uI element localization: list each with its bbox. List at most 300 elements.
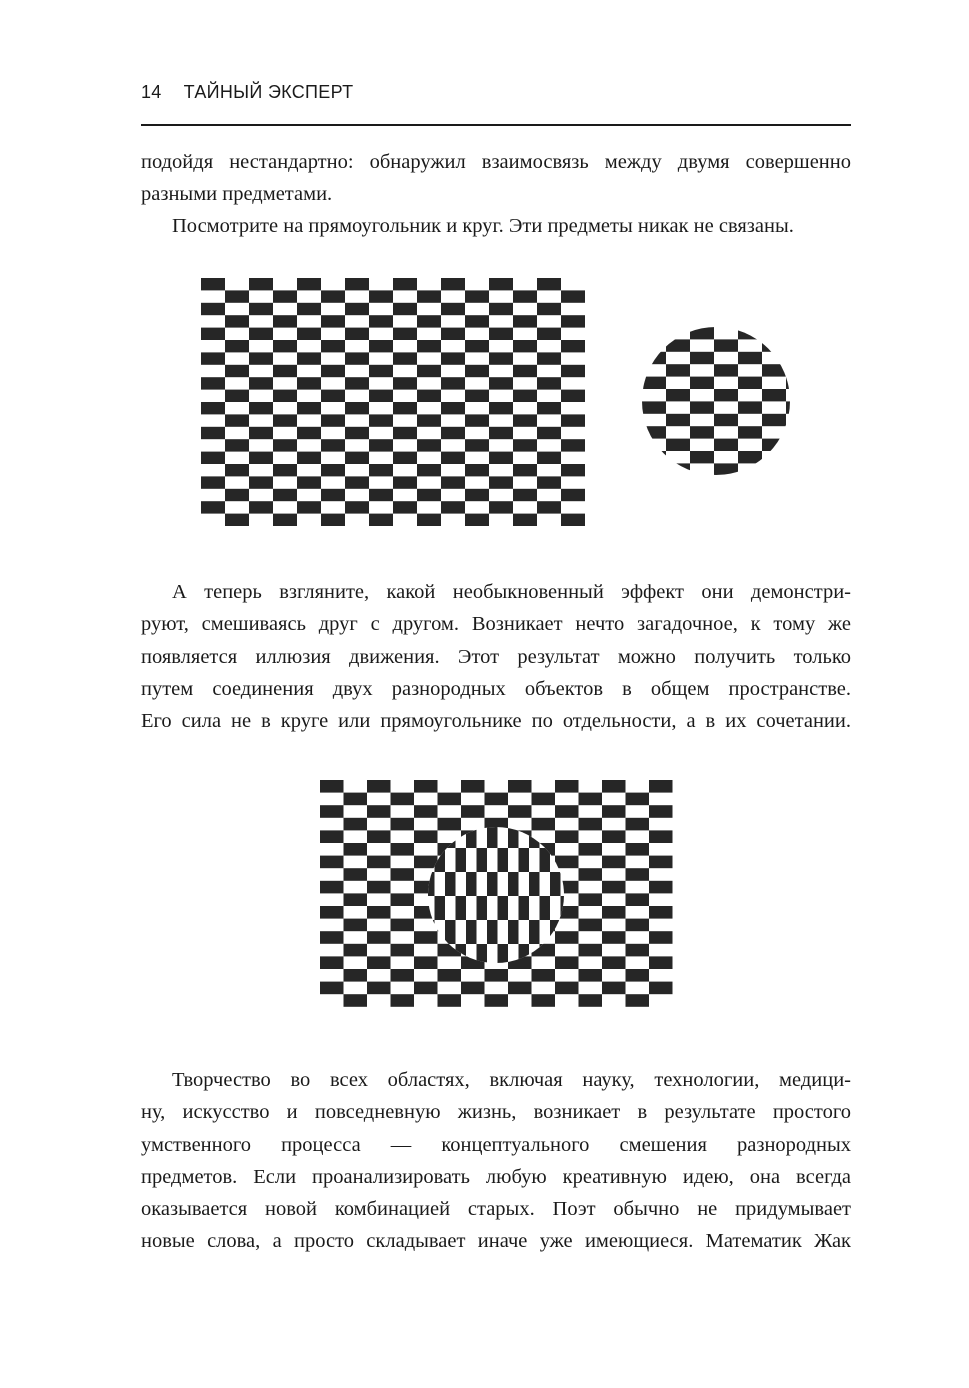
circle-shape [635,320,795,488]
pattern-tile [391,793,415,806]
pattern-tile [537,377,561,389]
pattern-tile [367,931,391,944]
pattern-tile [485,793,509,806]
pattern-tile [249,402,273,414]
pattern-tile [273,290,297,302]
pattern-tile [786,401,795,413]
pattern-tile [393,377,417,389]
text-line: Его сила не в круге или прямоугольнике по отдельности, а в их сочетании. [141,710,851,733]
pattern-tile [441,278,465,290]
pattern-tile [461,982,485,995]
pattern-tile [532,969,556,982]
pattern-tile [561,315,585,327]
pattern-tile [393,501,417,513]
pattern-tile [561,365,585,377]
pattern-tile [273,340,297,352]
pattern-tile [320,856,344,869]
pattern-tile [762,389,786,401]
pattern-tile [321,464,345,476]
pattern-tile [297,278,321,290]
pattern-tile [201,377,225,389]
pattern-tile [498,848,509,872]
text-line: новые слова, а просто складывает иначе уже имеющиеся. Математик Жак [141,1230,851,1253]
pattern-tile [414,931,438,944]
pattern-tile [393,476,417,488]
pattern-tile [393,452,417,464]
pattern-tile [487,872,498,896]
pattern-tile [714,339,738,351]
pattern-tile [649,931,673,944]
pattern-tile [690,352,714,364]
pattern-tile [417,365,441,377]
pattern-tile [529,872,540,896]
pattern-tile [508,824,519,848]
pattern-tile [579,843,603,856]
pattern-tile [321,514,345,526]
pattern-tile [461,805,485,818]
text-line: умственного процесса — концептуального смешения разнородных [141,1133,851,1156]
pattern-tile [532,994,556,1007]
pattern-tile [369,414,393,426]
pattern-tile [579,868,603,881]
pattern-tile [441,377,465,389]
pattern-tile [626,818,650,831]
pattern-tile [345,402,369,414]
pattern-tile [465,290,489,302]
pattern-tile [762,463,786,475]
pattern-tile [320,956,344,969]
pattern-tile [561,340,585,352]
pattern-tile [537,501,561,513]
text-line: ну, искусство и повседневную жизнь, возникает в результате простого [141,1101,851,1124]
pattern-tile [320,881,344,894]
pattern-tile [344,893,368,906]
pattern-tile [438,818,462,831]
pattern-tile [344,969,368,982]
pattern-tile [369,439,393,451]
pattern-tile [738,352,762,364]
pattern-tile [649,881,673,894]
pattern-tile [666,339,690,351]
pattern-tile [513,340,537,352]
pattern-tile [626,944,650,957]
pattern-tile [441,402,465,414]
pattern-tile [249,278,273,290]
pattern-tile [367,830,391,843]
pattern-tile [201,501,225,513]
pattern-tile [320,931,344,944]
pattern-tile [555,780,579,793]
pattern-tile [441,476,465,488]
pattern-tile [690,476,714,488]
pattern-tile [649,780,673,793]
pattern-tile [273,365,297,377]
pattern-tile [561,390,585,402]
pattern-tile [438,793,462,806]
pattern-tile [417,340,441,352]
pattern-tile [489,402,513,414]
text-line: Творчество во всех областях, включая науку, технологии, медици- [172,1069,851,1091]
pattern-tile [786,451,795,463]
page-number: 14 [141,82,162,102]
pattern-tile [762,439,786,451]
pattern-tile [498,944,509,968]
pattern-tile [321,390,345,402]
text-line: предметов. Если проанализировать любую креативную идею, она всегда [141,1165,851,1188]
pattern-tile [489,328,513,340]
pattern-tile [273,414,297,426]
pattern-tile [666,414,690,426]
pattern-tile [225,514,249,526]
pattern-tile [579,969,603,982]
pattern-tile [417,464,441,476]
pattern-tile [369,464,393,476]
pattern-tile [487,824,498,848]
pattern-tile [519,848,530,872]
pattern-tile [321,439,345,451]
pattern-tile [393,352,417,364]
pattern-tile [391,843,415,856]
pattern-tile [738,327,762,339]
pattern-tile [465,489,489,501]
pattern-tile [714,463,738,475]
pattern-tile [391,944,415,957]
pattern-tile [555,956,579,969]
pattern-tile [786,352,795,364]
pattern-tile [297,476,321,488]
pattern-tile [489,303,513,315]
pattern-tile [441,303,465,315]
pattern-tile [456,848,467,872]
pattern-tile [489,427,513,439]
pattern-tile [602,906,626,919]
pattern-tile [465,464,489,476]
pattern-tile [666,463,690,475]
pattern-tile [642,426,666,438]
pattern-tile [550,872,561,896]
pattern-tile [367,956,391,969]
paragraph-combined-effect [141,576,851,737]
pattern-tile [465,439,489,451]
pattern-tile [642,377,666,389]
pattern-tile [320,830,344,843]
pattern-tile [626,893,650,906]
pattern-tile [738,377,762,389]
pattern-tile [461,780,485,793]
pattern-tile [393,402,417,414]
pattern-tile [537,303,561,315]
pattern-tile [345,377,369,389]
pattern-tile [579,818,603,831]
pattern-tile [369,290,393,302]
pattern-tile [345,452,369,464]
pattern-tile [786,327,795,339]
pattern-tile [393,278,417,290]
pattern-tile [762,339,786,351]
pattern-tile [201,328,225,340]
pattern-tile [414,805,438,818]
pattern-tile [465,340,489,352]
pattern-tile [690,401,714,413]
pattern-tile [513,390,537,402]
pattern-tile [561,290,585,302]
pattern-tile [225,315,249,327]
pattern-tile [367,906,391,919]
pattern-tile [391,893,415,906]
pattern-tile [441,427,465,439]
pattern-tile [738,401,762,413]
figure-combined-shapes [316,776,676,1008]
pattern-tile [344,818,368,831]
pattern-tile [513,464,537,476]
pattern-tile [508,872,519,896]
pattern-tile [297,328,321,340]
pattern-tile [367,805,391,818]
text-line: появляется иллюзия движения. Этот результат можно получить только [141,645,851,668]
pattern-tile [367,780,391,793]
pattern-tile [508,920,519,944]
pattern-tile [249,476,273,488]
pattern-tile [786,476,795,488]
pattern-tile [369,489,393,501]
pattern-tile [417,414,441,426]
pattern-tile [391,919,415,932]
pattern-tile [540,896,551,920]
pattern-tile [367,856,391,869]
pattern-tile [489,278,513,290]
pattern-tile [225,464,249,476]
pattern-tile [345,476,369,488]
pattern-tile [345,278,369,290]
pattern-tile [414,856,438,869]
pattern-tile [438,994,462,1007]
running-title: ТАЙНЫЙ ЭКСПЕРТ [183,82,354,102]
pattern-tile [441,452,465,464]
pattern-tile [320,780,344,793]
pattern-tile [513,514,537,526]
pattern-tile [714,364,738,376]
pattern-tile [626,969,650,982]
pattern-tile [438,969,462,982]
pattern-tile [417,290,441,302]
text-line: разными предметами. [141,183,333,206]
pattern-tile [249,452,273,464]
pattern-tile [391,818,415,831]
pattern-tile [642,476,666,488]
pattern-tile [602,956,626,969]
pattern-tile [320,805,344,818]
pattern-tile [487,920,498,944]
pattern-tile [344,843,368,856]
pattern-tile [414,956,438,969]
paragraph-intro-figures [141,210,851,242]
pattern-tile [445,872,456,896]
text-line: путем соединения двух разнородных объектов в общем пространстве. [141,677,851,700]
pattern-tile [273,489,297,501]
pattern-tile [445,920,456,944]
pattern-tile [417,390,441,402]
pattern-tile [249,377,273,389]
pattern-tile [249,303,273,315]
pattern-tile [714,439,738,451]
pattern-tile [393,303,417,315]
pattern-tile [513,290,537,302]
pattern-tile [249,328,273,340]
pattern-tile [537,278,561,290]
pattern-tile [201,476,225,488]
pattern-tile [602,780,626,793]
pattern-tile [690,327,714,339]
pattern-tile [297,501,321,513]
pattern-tile [414,780,438,793]
text-line: подойдя нестандартно: обнаружил взаимосвязь между двумя совершенно [141,151,851,173]
pattern-tile [561,439,585,451]
pattern-tile [555,982,579,995]
pattern-tile [649,982,673,995]
pattern-tile [417,315,441,327]
pattern-tile [626,843,650,856]
pattern-tile [666,364,690,376]
pattern-tile [642,327,666,339]
pattern-tile [466,920,477,944]
pattern-tile [391,868,415,881]
pattern-tile [626,793,650,806]
pattern-tile [225,489,249,501]
header-rule [141,124,851,126]
pattern-tile [537,427,561,439]
pattern-tile [321,365,345,377]
pattern-tile [297,402,321,414]
pattern-tile [649,956,673,969]
pattern-tile [666,439,690,451]
pattern-tile [369,514,393,526]
pattern-tile [602,856,626,869]
pattern-tile [786,377,795,389]
pattern-tile [532,793,556,806]
pattern-tile [369,390,393,402]
pattern-tile [225,439,249,451]
pattern-tile [345,501,369,513]
pattern-tile [417,514,441,526]
pattern-tile [297,303,321,315]
pattern-tile [391,969,415,982]
pattern-tile [465,414,489,426]
pattern-tile [519,896,530,920]
paragraph-continuation [141,146,851,211]
pattern-tile [297,452,321,464]
text-line: Посмотрите на прямоугольник и круг. Эти предметы никак не связаны. [172,215,794,237]
pattern-tile [321,315,345,327]
pattern-tile [561,514,585,526]
pattern-tile [225,340,249,352]
pattern-tile [435,896,446,920]
pattern-tile [225,414,249,426]
pattern-tile [225,365,249,377]
pattern-tile [626,868,650,881]
pattern-tile [508,780,532,793]
pattern-tile [345,303,369,315]
pattern-tile [369,365,393,377]
pattern-tile [532,818,556,831]
pattern-tile [489,452,513,464]
pattern-tile [465,390,489,402]
pattern-tile [344,944,368,957]
pattern-tile [249,427,273,439]
pattern-tile [690,377,714,389]
pattern-tile [297,377,321,389]
pattern-tile [201,303,225,315]
pattern-tile [201,452,225,464]
pattern-tile [249,501,273,513]
pattern-tile [465,514,489,526]
pattern-tile [485,969,509,982]
pattern-tile [273,464,297,476]
pattern-tile [498,896,509,920]
pattern-tile [321,414,345,426]
pattern-tile [579,919,603,932]
pattern-tile [513,414,537,426]
pattern-tile [441,501,465,513]
pattern-tile [649,906,673,919]
pattern-tile [345,427,369,439]
pattern-tile [273,514,297,526]
text-line: оказывается новой комбинацией старых. Поэт обычно не придумывает [141,1198,851,1221]
pattern-tile [529,920,540,944]
pattern-tile [225,390,249,402]
pattern-tile [642,352,666,364]
pattern-tile [508,805,532,818]
text-line: А теперь взгляните, какой необыкновенный эффект они демонстри- [172,581,851,603]
pattern-tile [649,805,673,818]
pattern-tile [513,315,537,327]
pattern-tile [417,489,441,501]
pattern-tile [649,830,673,843]
paragraph-creativity [141,1064,851,1258]
pattern-tile [393,328,417,340]
pattern-tile [391,994,415,1007]
pattern-tile [642,401,666,413]
pattern-tile [465,365,489,377]
pattern-tile [602,982,626,995]
pattern-tile [602,881,626,894]
pattern-tile [344,919,368,932]
pattern-tile [602,931,626,944]
pattern-tile [714,389,738,401]
pattern-tile [344,793,368,806]
pattern-tile [273,390,297,402]
pattern-tile [762,364,786,376]
pattern-tile [690,451,714,463]
pattern-tile [320,906,344,919]
pattern-tile [579,793,603,806]
pattern-tile [555,856,579,869]
pattern-tile [321,290,345,302]
pattern-tile [738,476,762,488]
pattern-tile [320,982,344,995]
pattern-tile [690,426,714,438]
pattern-tile [477,896,488,920]
pattern-tile [369,340,393,352]
pattern-tile [561,414,585,426]
pattern-tile [466,824,477,848]
figure-separate-shapes [195,270,795,535]
pattern-tile [414,982,438,995]
pattern-tile [555,931,579,944]
pattern-tile [579,994,603,1007]
pattern-tile [344,868,368,881]
pattern-tile [738,426,762,438]
pattern-tile [537,402,561,414]
